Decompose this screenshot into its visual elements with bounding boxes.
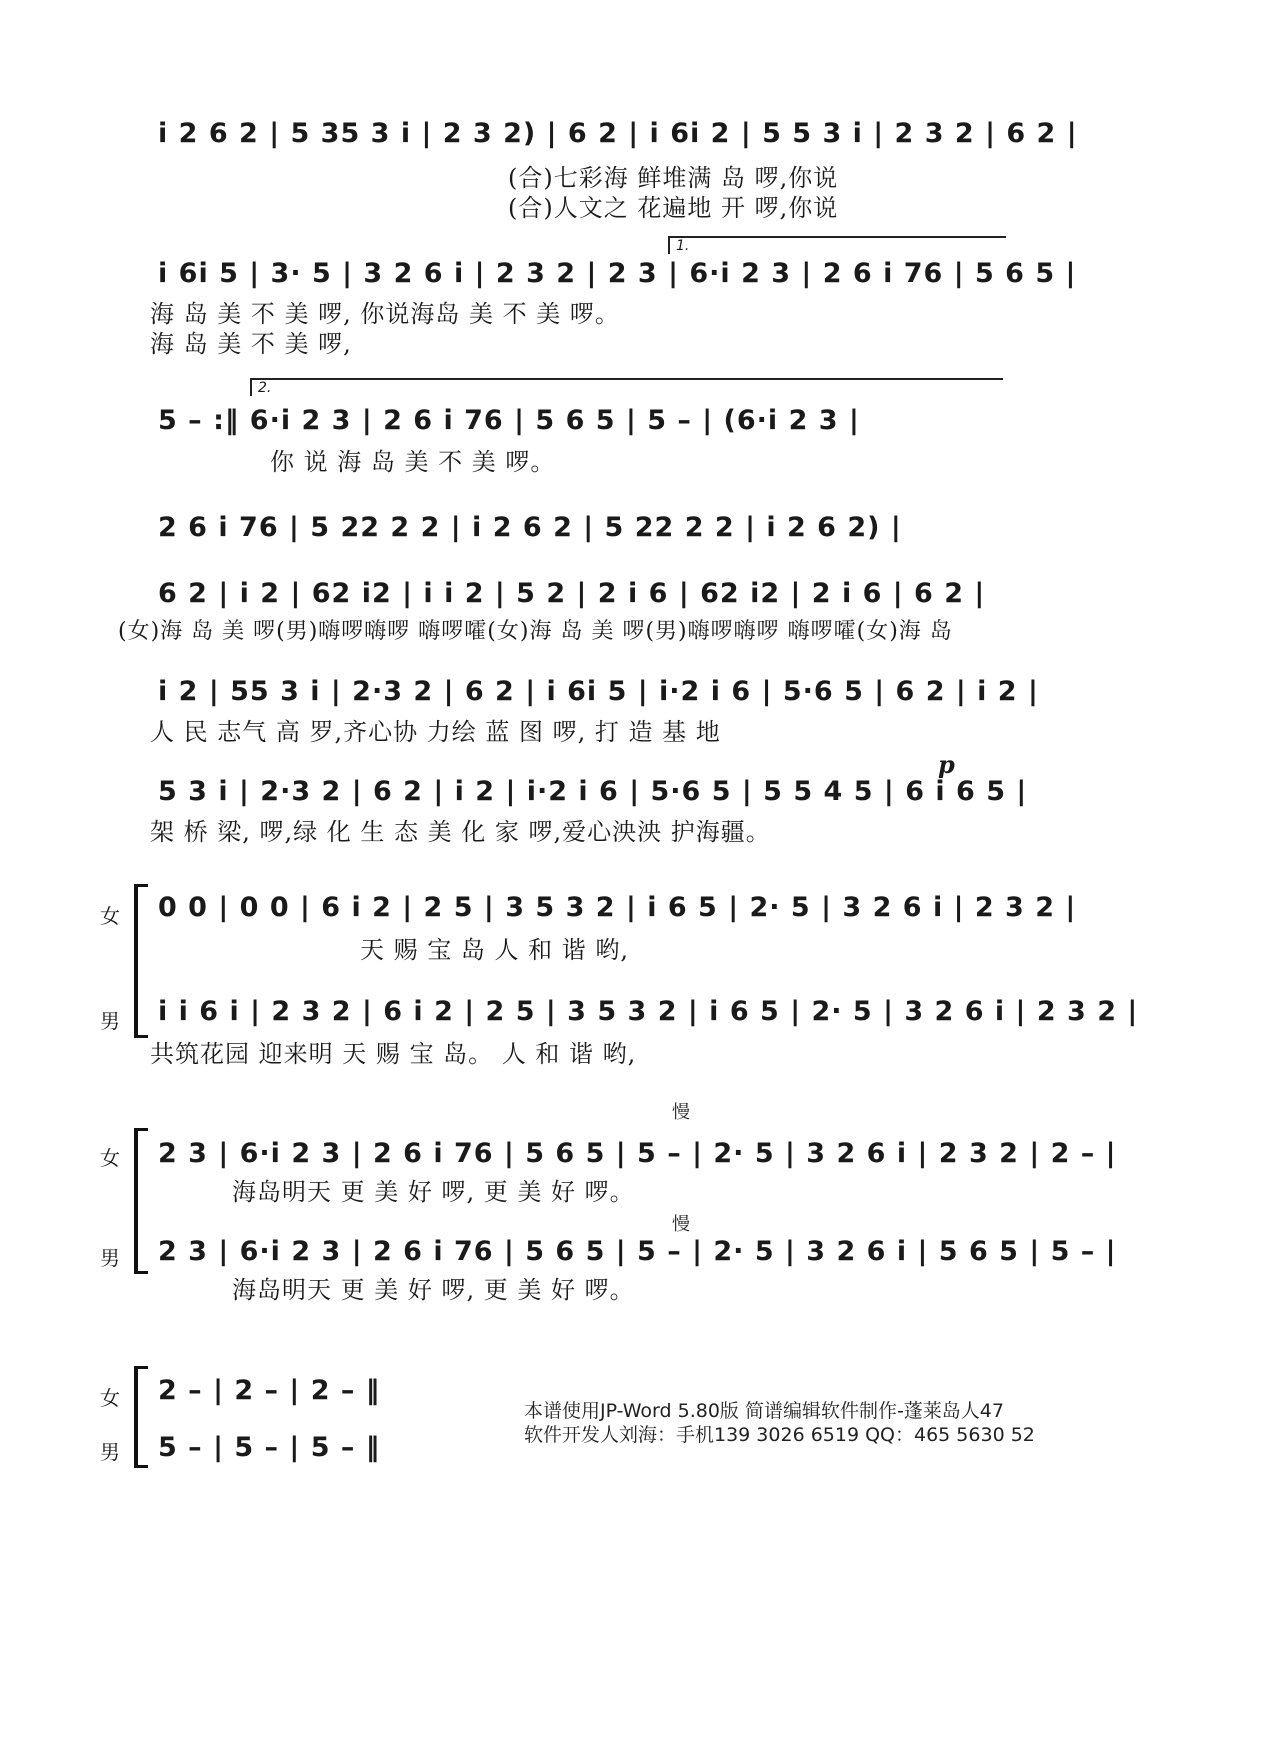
notation-line: 6 2 | i 2 | 62 i2 | i i 2 | 5 2 | 2 i 6 | 62 i2 | 2 i 6 | 6 2 | — [158, 578, 986, 609]
notation-line: 5 – :‖ 6·i 2 3 | 2 6 i 76 | 5 6 5 | 5 – | (6·i 2 3 | — [158, 405, 860, 436]
male-notation: 2 3 | 6·i 2 3 | 2 6 i 76 | 5 6 5 | 5 – | 2· 5 | 3 2 6 i | 5 6 5 | 5 – | — [158, 1236, 1117, 1267]
female-notation: 2 – | 2 – | 2 – ‖ — [158, 1375, 381, 1406]
volta-bracket: 1. — [668, 236, 1006, 254]
tempo-marking: 慢 — [672, 1102, 690, 1123]
system-brace — [134, 1366, 148, 1468]
part-label-female: 女 — [100, 1386, 120, 1410]
credit-line-2: 软件开发人刘海：手机139 3026 6519 QQ：465 5630 52 — [524, 1424, 1035, 1446]
male-notation: i i 6 i | 2 3 2 | 6 i 2 | 2 5 | 3 5 3 2 | i 6 5 | 2· 5 | 3 2 6 i | 2 3 2 | — [158, 996, 1139, 1027]
part-label-male: 男 — [100, 1440, 120, 1464]
volta-bracket: 2. — [250, 378, 1003, 396]
dynamic-marking: p — [938, 750, 955, 779]
female-lyrics: 天 赐 宝 岛 人 和 谐 哟, — [360, 936, 630, 964]
female-notation: 2 3 | 6·i 2 3 | 2 6 i 76 | 5 6 5 | 5 – | 2· 5 | 3 2 6 i | 2 3 2 | 2 – | — [158, 1138, 1117, 1169]
notation-line: 2 6 i 76 | 5 22 2 2 | i 2 6 2 | 5 22 2 2 | i 2 6 2) | — [158, 512, 902, 543]
lyric-line: 海 岛 美 不 美 啰, — [150, 330, 352, 358]
notation-line: i 2 | 55 3 i | 2·3 2 | 6 2 | i 6i 5 | i·2 i 6 | 5·6 5 | 6 2 | i 2 | — [158, 676, 1039, 707]
male-notation: 5 – | 5 – | 5 – ‖ — [158, 1432, 381, 1463]
male-lyrics: 共筑花园 迎来明 天 赐 宝 岛。 人 和 谐 哟, — [150, 1040, 637, 1068]
system-brace — [134, 884, 148, 1038]
notation-line: i 6i 5 | 3· 5 | 3 2 6 i | 2 3 2 | 2 3 | 6·i 2 3 | 2 6 i 76 | 5 6 5 | — [158, 258, 1077, 289]
female-lyrics: 海岛明天 更 美 好 啰, 更 美 好 啰。 — [232, 1178, 635, 1206]
notation-line: 5 3 i | 2·3 2 | 6 2 | i 2 | i·2 i 6 | 5·6 5 | 5 5 4 5 | 6 i 6 5 | — [158, 776, 1028, 807]
female-notation: 0 0 | 0 0 | 6 i 2 | 2 5 | 3 5 3 2 | i 6 5 | 2· 5 | 3 2 6 i | 2 3 2 | — [158, 892, 1077, 923]
system-brace — [134, 1128, 148, 1274]
lyric-line: 海 岛 美 不 美 啰, 你说海岛 美 不 美 啰。 — [150, 300, 620, 328]
notation-line: i 2 6 2 | 5 35 3 i | 2 3 2) | 6 2 | i 6i 2 | 5 5 3 i | 2 3 2 | 6 2 | — [158, 118, 1078, 149]
part-label-female: 女 — [100, 1146, 120, 1170]
part-label-female: 女 — [100, 904, 120, 928]
lyric-line: (合)人文之 花遍地 开 啰,你说 — [508, 194, 839, 222]
lyric-line: 人 民 志气 高 罗,齐心协 力绘 蓝 图 啰, 打 造 基 地 — [150, 718, 721, 746]
credit-line-1: 本谱使用JP-Word 5.80版 简谱编辑软件制作-蓬莱岛人47 — [524, 1400, 1004, 1422]
male-lyrics: 海岛明天 更 美 好 啰, 更 美 好 啰。 — [232, 1276, 635, 1304]
lyric-line: 架 桥 梁, 啰,绿 化 生 态 美 化 家 啰,爱心泱泱 护海疆。 — [150, 818, 771, 846]
lyric-line: (合)七彩海 鲜堆满 岛 啰,你说 — [508, 164, 839, 192]
part-label-male: 男 — [100, 1009, 120, 1033]
tempo-marking: 慢 — [672, 1214, 690, 1235]
lyric-line: (女)海 岛 美 啰(男)嗨啰嗨啰 嗨啰嚯(女)海 岛 美 啰(男)嗨啰嗨啰 嗨啰嚯(女)海 岛 — [118, 619, 953, 644]
part-label-male: 男 — [100, 1246, 120, 1270]
lyric-line: 你 说 海 岛 美 不 美 啰。 — [270, 448, 556, 476]
